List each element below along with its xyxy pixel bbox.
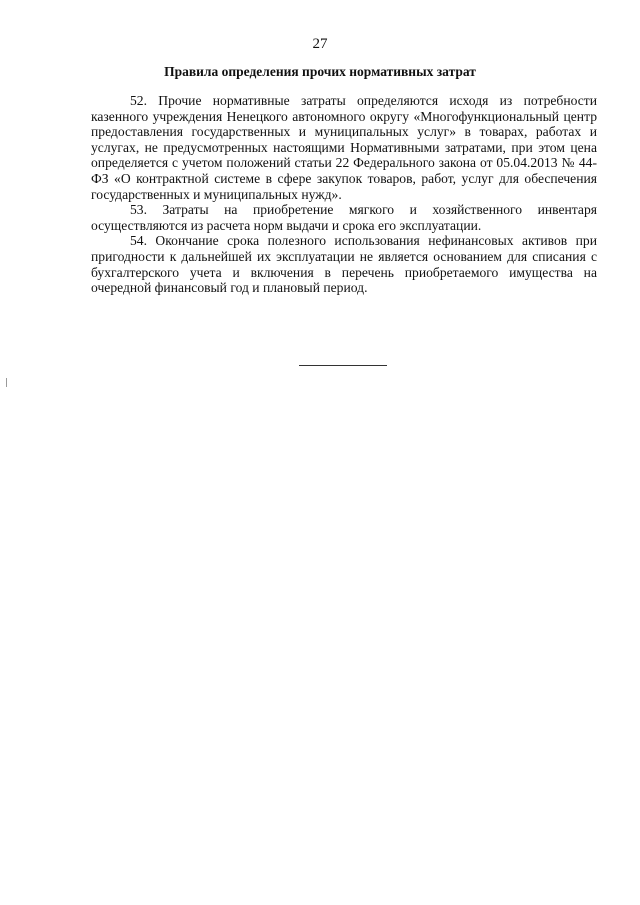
end-divider-line xyxy=(299,365,387,366)
scan-margin-mark xyxy=(6,378,7,387)
body-text xyxy=(91,93,597,296)
paragraph-53: 53. Затраты на приобретение мягкого и хозяйственного инвентаря осуществляются из расчета норм выдачи и срока его эксплуатации. xyxy=(91,202,597,233)
page-number: 27 xyxy=(312,36,328,52)
paragraph-52: 52. Прочие нормативные затраты определяются исходя из потребности казенного учреждения Ненецкого автономного округу «Многофункциональный центр предоставления государственных и муниципальных услуг» в товарах, работах и услугах, не предусмотренных настоящими Нормативными затратами, при этом цена определяется с учетом положений статьи 22 Федерального закона от 05.04.2013 № 44-ФЗ «О контрактной системе в сфере закупок товаров, работ, услуг для обеспечения государственных и муниципальных нужд». xyxy=(91,93,597,202)
paragraph-54: 54. Окончание срока полезного использования нефинансовых активов при пригодности к дальнейшей их эксплуатации не является основанием для списания с бухгалтерского учета и включения в перечень приобретаемого имущества на очередной финансовый год и плановый период. xyxy=(91,233,597,296)
section-heading: Правила определения прочих нормативных затрат xyxy=(164,64,476,79)
